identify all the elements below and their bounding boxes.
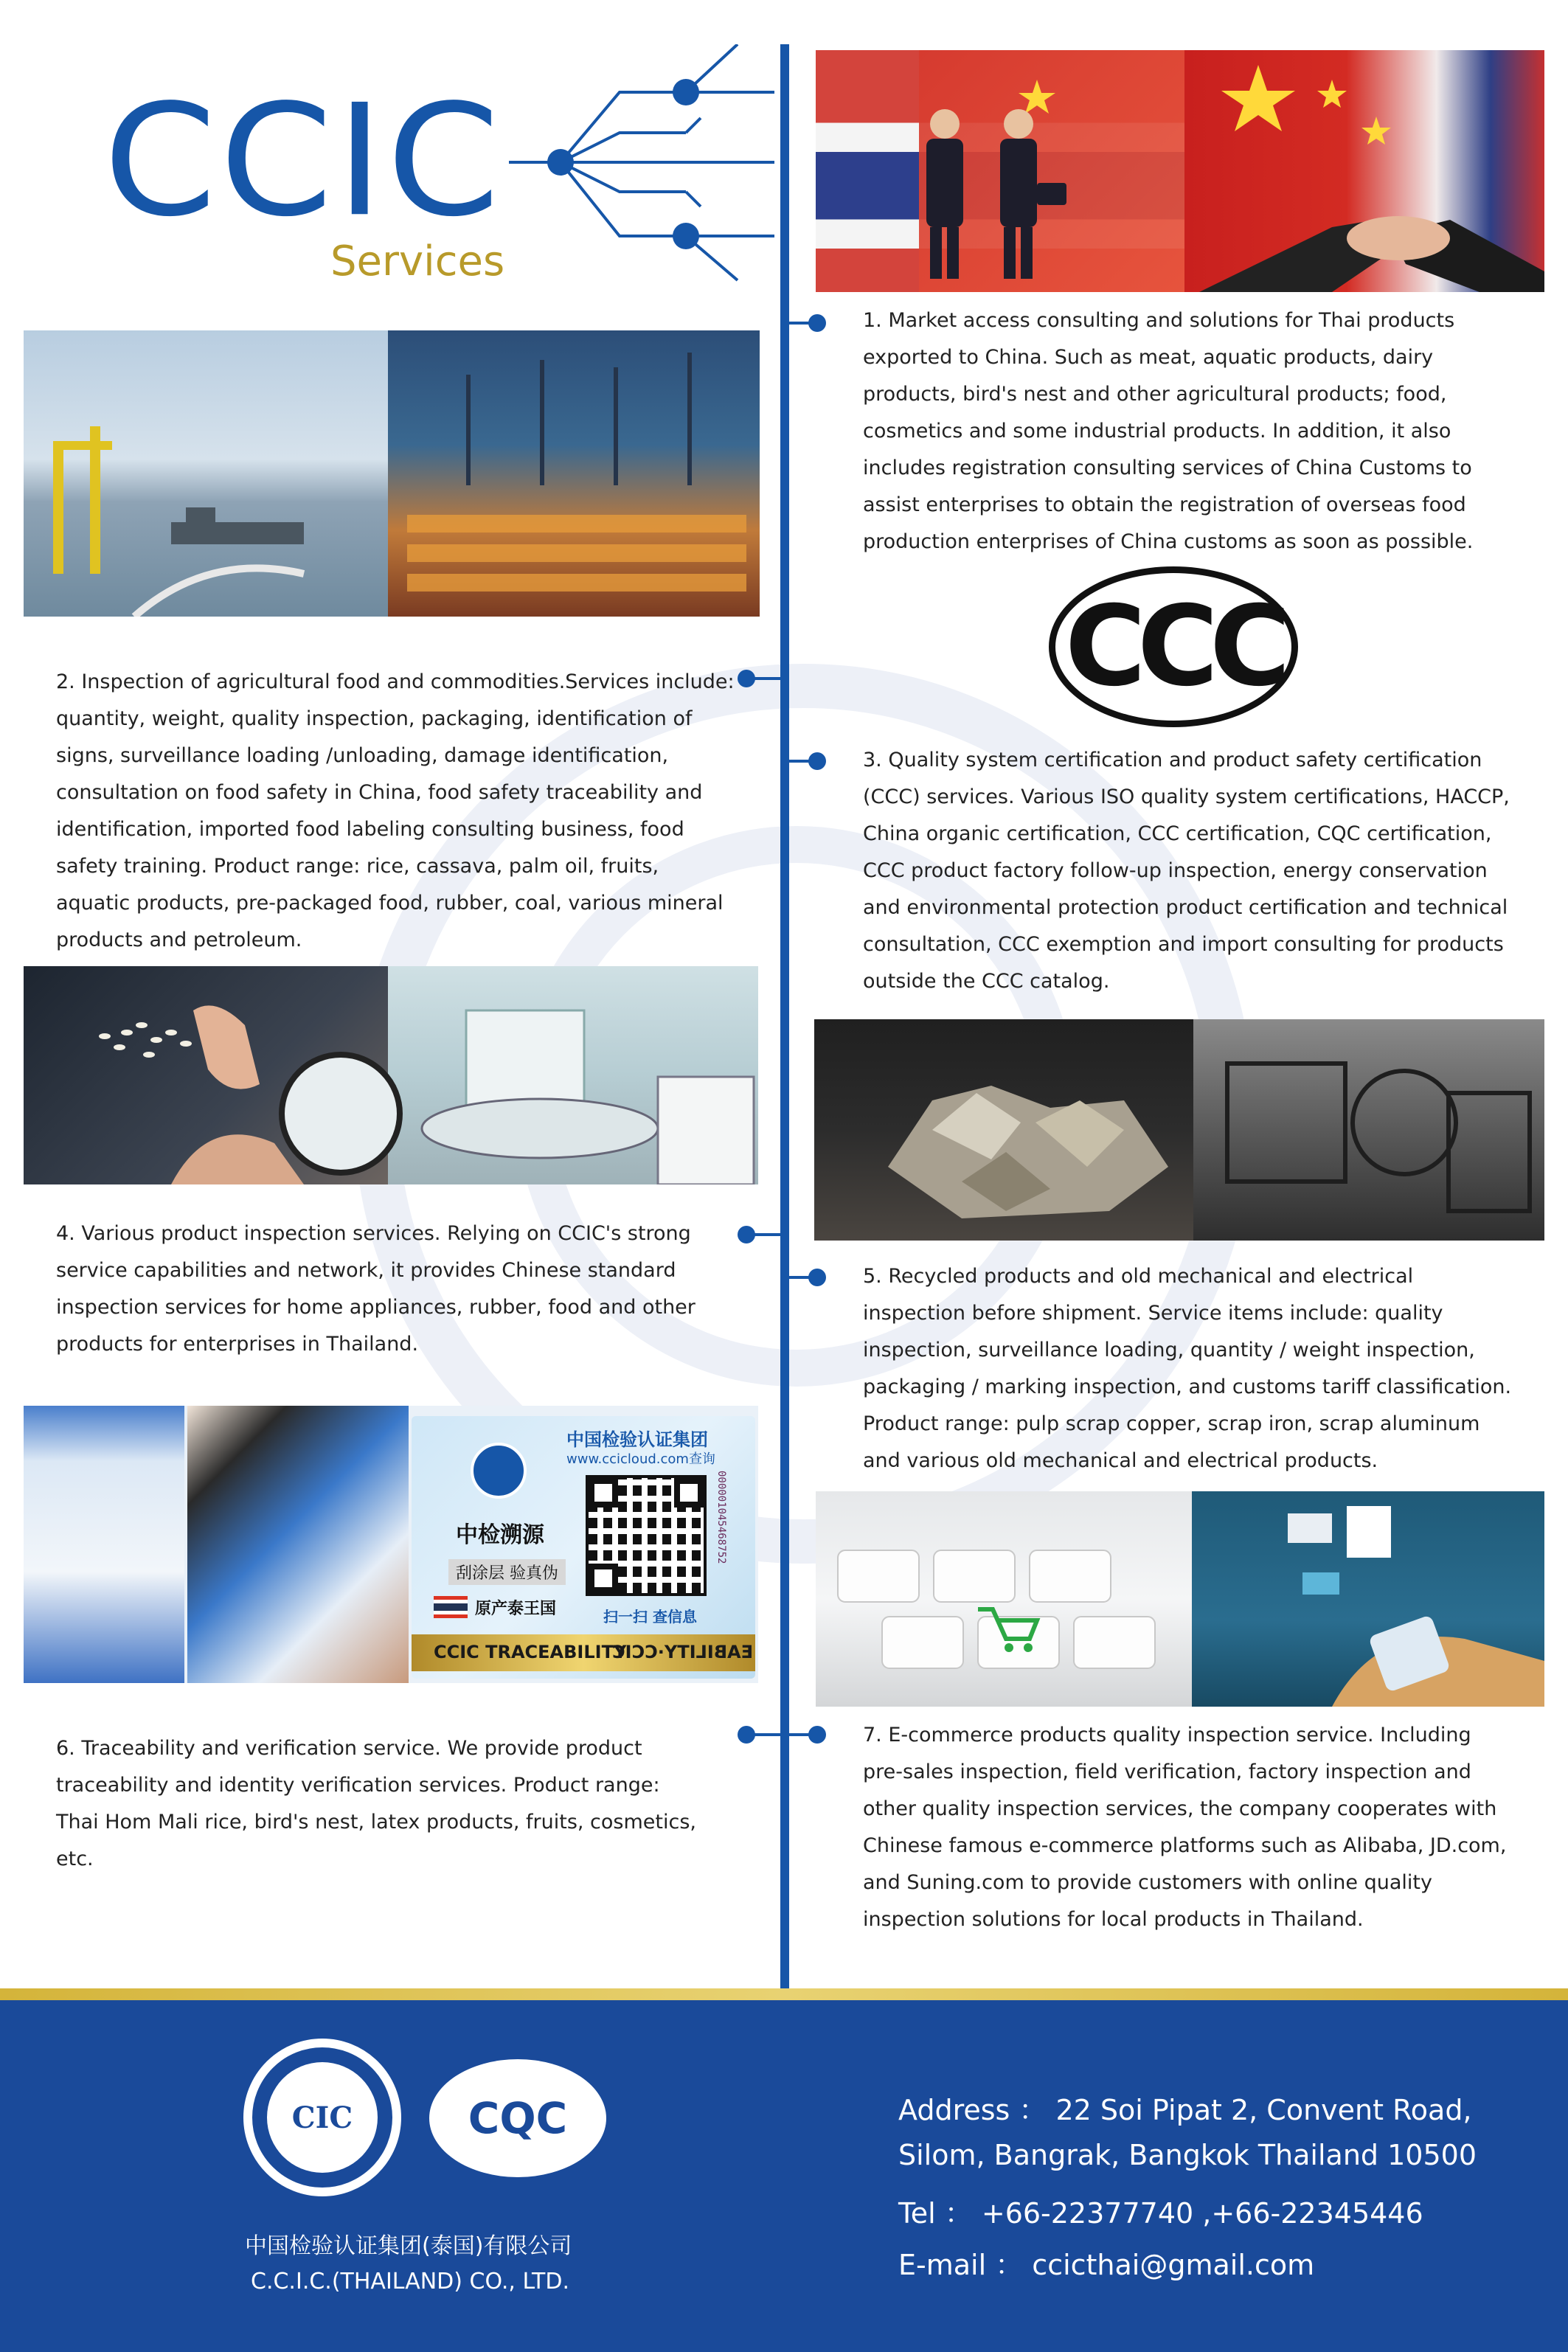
service-3-text: 3. Quality system certification and product safety certification (CCC) services. Various ISO quality system certifications, HACCP, China organic certification, CCC certification, CQC certification, CCC product factory follow-up inspection, energy conservation and environmental protection product certification and technical consultation, CCC exemption and import consulting for products outside the CCC catalog. <box>863 749 1510 993</box>
timeline-connector-7 <box>785 1733 814 1736</box>
qr-code-icon <box>589 1478 704 1593</box>
address-line-1: Address ： 22 Soi Pipat 2, Convent Road, <box>898 2094 1472 2126</box>
company-name-en: C.C.I.C.(THAILAND) CO., LTD. <box>251 2269 569 2294</box>
trace-label-brand-mirror: EABILITY·CCIC <box>612 1642 754 1662</box>
photo-inspection-lab <box>24 966 758 1184</box>
photo-port-terminals <box>24 330 760 617</box>
photo-china-thailand-cooperation <box>816 50 1544 292</box>
trace-label-serial: 000001045468752 <box>715 1471 727 1564</box>
email: E-mail ： ccicthai@gmail.com <box>898 2249 1315 2281</box>
company-name-cn: 中国检验认证集团(泰国)有限公司 <box>245 2233 572 2259</box>
trace-label-title: 中检溯源 <box>456 1522 544 1548</box>
timeline-connector-6 <box>745 1733 785 1736</box>
cqc-logo <box>429 2059 606 2177</box>
service-2-text: 2. Inspection of agricultural food and commodities.Services include: quantity, weight, quality inspection, packaging, identification of signs, surveillance loading /unloading, damage identification, consultation on food safety in China, food safety traceability and identification, imported food labeling consulting business, food safety training. Product range: rice, cassava, palm oil, fruits, aquatic products, pre-packaged food, rubber, coal, various mineral products and petroleum. <box>56 670 735 951</box>
footer <box>0 2000 1568 2352</box>
thai-flag-icon <box>434 1596 468 1618</box>
cic-logo <box>243 2039 401 2196</box>
timeline-line <box>780 44 789 1991</box>
service-6-text: 6. Traceability and verification service. We provide product traceability and identity verification services. Product range: Thai Hom Mali rice, bird's nest, latex products, fruits, cosmetics, etc. <box>56 1737 696 1870</box>
trace-label-url: www.ccicloud.com查询 <box>566 1451 715 1467</box>
cqc-logo-text: CQC <box>468 2093 568 2143</box>
traceability-label <box>412 1416 755 1679</box>
service-5-text: 5. Recycled products and old mechanical and electrical inspection before shipment. Service items include: quality inspection, surveillance loading, quantity / weight inspection, packaging / marking inspection, and customs tariff classification. Product range: pulp scrap copper, scrap iron, scrap aluminum and various old mechanical and electrical products. <box>863 1265 1512 1472</box>
trace-label-group: 中国检验认证集团 <box>566 1429 708 1450</box>
timeline-connector-2 <box>745 677 785 680</box>
timeline-connector-3 <box>785 760 814 763</box>
trace-ccic-icon <box>471 1443 527 1499</box>
service-1-text: 1. Market access consulting and solutions for Thai products exported to China. Such as meat, aquatic products, dairy products, bird's nest and other agricultural products; food, cosmetics and some industrial products. In addition, it also includes registration consulting services of China Customs to assist enterprises to obtain the registration of overseas food production enterprises of China customs as soon as possible. <box>863 309 1474 553</box>
address-line-2: Silom, Bangrak, Bangkok Thailand 10500 <box>898 2139 1477 2171</box>
cic-logo-text: CIC <box>291 2100 353 2135</box>
service-7-text: 7. E-commerce products quality inspection service. Including pre-sales inspection, field verification, factory inspection and other quality inspection services, the company cooperates with Chinese famous e-commerce platforms such as Alibaba, JD.com, and Suning.com to provide customers with online quality inspection solutions for local products in Thailand. <box>863 1724 1507 1931</box>
ccic-logo-text: CCIC <box>103 71 503 251</box>
timeline-connector-1 <box>785 322 814 325</box>
service-4-text: 4. Various product inspection services. Relying on CCIC's strong service capabilities and network, it provides Chinese standard inspection services for home appliances, rubber, food and other products for enterprises in Thailand. <box>56 1222 695 1356</box>
ccc-certification-mark <box>1049 566 1298 727</box>
photo-minerals-machinery <box>814 1019 1544 1241</box>
timeline-connector-5 <box>785 1276 814 1279</box>
timeline-connector-4 <box>745 1233 785 1236</box>
circuit-decoration <box>509 44 789 295</box>
photo-ecommerce <box>816 1491 1544 1707</box>
trace-label-origin: 原产泰王国 <box>475 1600 557 1618</box>
ccc-mark-text: CCC <box>1064 583 1283 711</box>
trace-label-scratch: 刮涂层 验真伪 <box>448 1559 566 1585</box>
trace-label-brand: CCIC TRACEABILITY <box>434 1642 627 1662</box>
services-subtitle: Services <box>330 237 505 285</box>
telephone: Tel ： +66-22377740 ,+66-22345446 <box>898 2197 1423 2230</box>
trace-label-scan: 扫一扫 查信息 <box>603 1608 697 1626</box>
